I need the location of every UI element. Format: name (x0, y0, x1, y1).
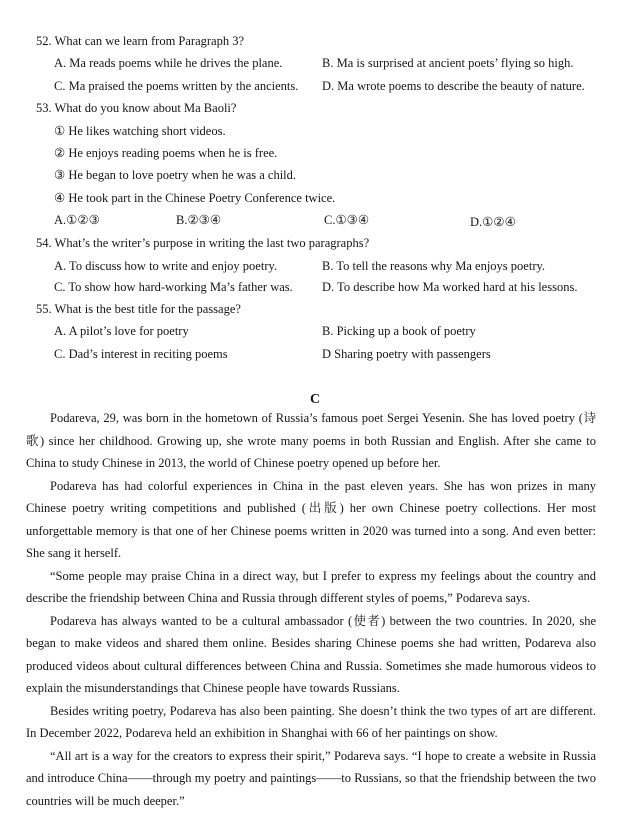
passage-paragraph-4: Podareva has always wanted to be a cultural ambassador (使者) between the two countries. In 2020, she began to make videos and shared them online. Besides sharing Chinese poems she had written, Podareva also produced videos about cultural differences between China and Russia. Sometimes she made humorous videos to explain the misunderstandings that Chinese people have towards Russians. (26, 613, 596, 695)
question-53-option-d: D.①②④ (470, 215, 516, 229)
question-52-option-d: D. Ma wrote poems to describe the beauty of nature. (322, 79, 585, 93)
question-55-option-d: D Sharing poetry with passengers (322, 347, 491, 361)
question-52-stem: 52. What can we learn from Paragraph 3? (36, 34, 245, 48)
question-53-statement-4: ④ He took part in the Chinese Poetry Conference twice. (54, 191, 336, 205)
question-53-statement-3: ③ He began to love poetry when he was a child. (54, 168, 297, 182)
question-53-statement-1: ① He likes watching short videos. (54, 124, 226, 138)
passage (26, 407, 596, 812)
passage-paragraph-1: Podareva, 29, was born in the hometown of Russia’s famous poet Sergei Yesenin. She has loved poetry (诗歌) since her childhood. Growing up, she wrote many poems in both Russian and English. After she came to China to study Chinese in 2013, the world of Chinese poetry opened up before her. (26, 411, 596, 470)
section-heading: C (309, 392, 321, 407)
question-55-option-c: C. Dad’s interest in reciting poems (54, 347, 228, 361)
question-55-option-b: B. Picking up a book of poetry (322, 324, 476, 338)
question-53-option-b: B.②③④ (176, 213, 222, 227)
question-55-option-a: A. A pilot’s love for poetry (54, 324, 189, 338)
passage-paragraph-6: “All art is a way for the creators to express their spirit,” Podareva says. “I hope to create a website in Russia and introduce China——through my poetry and paintings——to Russians, so that the friendship between the two countries will be much deeper.” (26, 748, 596, 808)
question-52-option-a: A. Ma reads poems while he drives the plane. (54, 56, 283, 70)
question-54-option-b: B. To tell the reasons why Ma enjoys poetry. (322, 259, 546, 273)
question-52-option-c: C. Ma praised the poems written by the ancients. (54, 79, 299, 93)
question-55-stem: 55. What is the best title for the passage? (36, 302, 241, 316)
passage-paragraph-5: Besides writing poetry, Podareva has also been painting. She doesn’t think the two types of art are different. In December 2022, Podareva held an exhibition in Shanghai with 66 of her paintings on show. (26, 703, 596, 740)
question-53-option-a: A.①②③ (54, 213, 100, 227)
question-54-option-d: D. To describe how Ma worked hard at his lessons. (322, 280, 578, 294)
passage-paragraph-2: Podareva has had colorful experiences in China in the past eleven years. She has won prizes in many Chinese poetry writing competitions and published (出版) her own Chinese poetry collections. Her most unforgettable memory is that one of her Chinese poems written in 2020 was turned into a song. And even better: She sang it herself. (26, 478, 596, 560)
question-52-option-b: B. Ma is surprised at ancient poets’ flying so high. (322, 56, 574, 70)
question-54-option-a: A. To discuss how to write and enjoy poetry. (54, 259, 278, 273)
question-53-stem: 53. What do you know about Ma Baoli? (36, 101, 237, 115)
question-53-option-c: C.①③④ (324, 213, 370, 227)
question-54-stem: 54. What’s the writer’s purpose in writing the last two paragraphs? (36, 236, 370, 250)
question-54-option-c: C. To show how hard-working Ma’s father was. (54, 280, 293, 294)
question-53-statement-2: ② He enjoys reading poems when he is free. (54, 146, 278, 160)
passage-paragraph-3: “Some people may praise China in a direct way, but I prefer to express my feelings about the country and describe the friendship between China and Russia through different styles of poems,” Podareva says. (26, 568, 596, 605)
